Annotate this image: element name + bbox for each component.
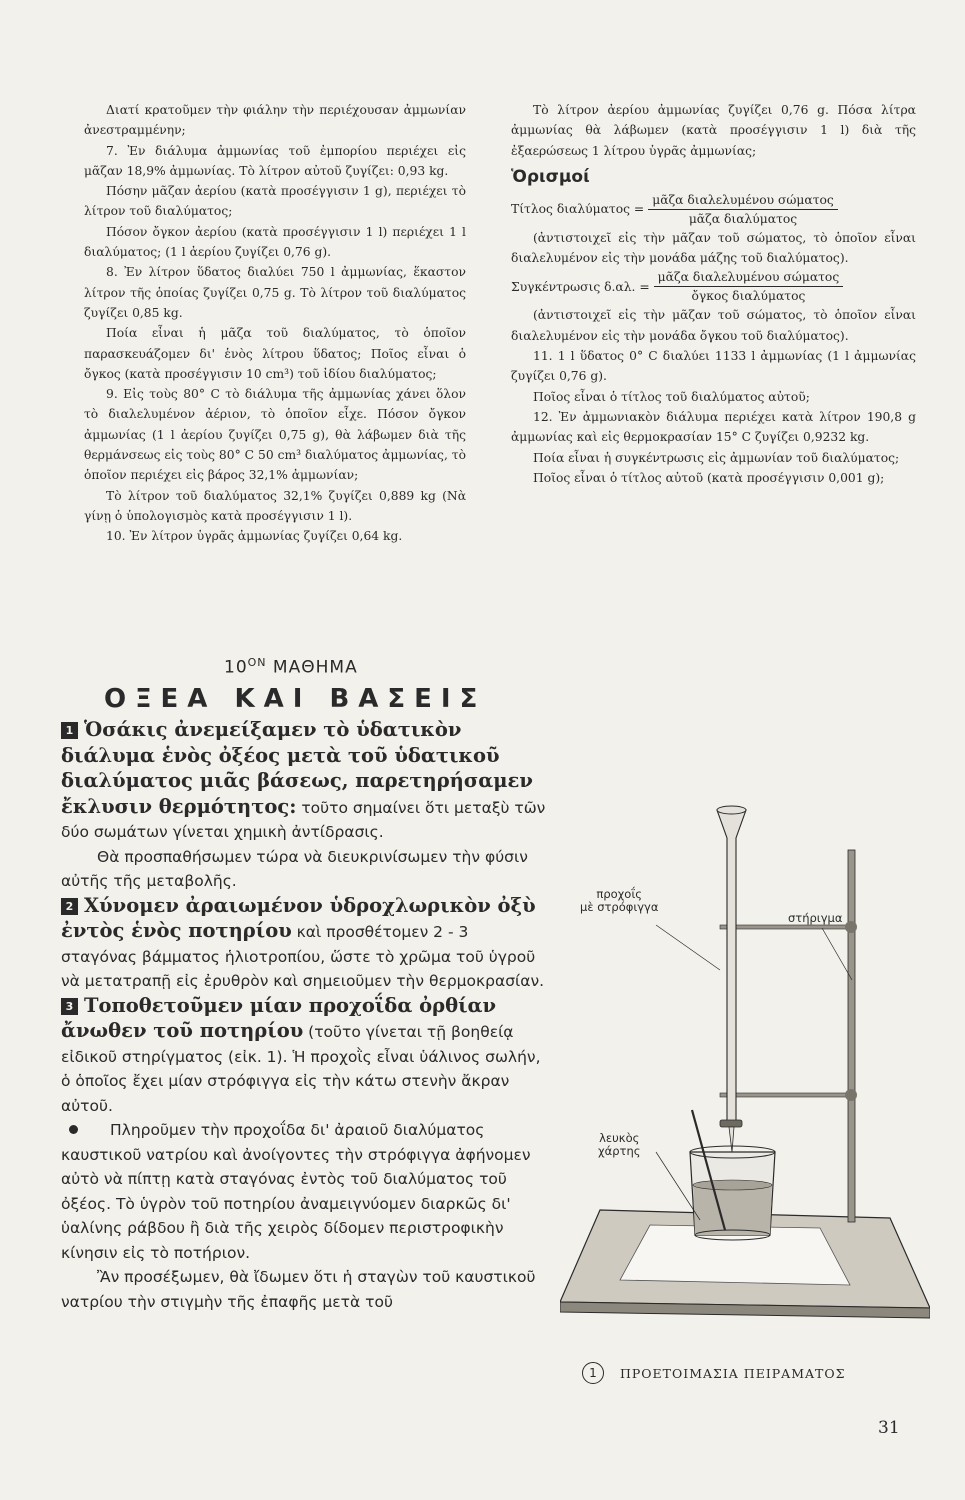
exercise-paragraph: Ποία εἶναι ἡ συγκέντρωσις εἰς ἀμμωνίαν τοῦ διαλύματος; <box>533 450 900 465</box>
beaker-liquid <box>693 1185 772 1235</box>
clamp-arm-upper <box>720 925 852 929</box>
left-column <box>84 100 466 547</box>
titlos-formula <box>511 191 916 228</box>
apparatus-illustration <box>560 780 930 1350</box>
section-body: τοῦτο σημαίνει ὅτι μεταξὺ τῶν δύο σωμάτων γίνεται χημικὴ ἀντίδρασις. <box>61 798 546 841</box>
lesson-number: 10 <box>224 657 248 678</box>
section-lead: Ὁσάκις ἀνεμείξαμεν τὸ ὑδατικὸν διάλυμα ἑνὸς ὀξέος μετὰ τοῦ ὑδατικοῦ διαλύματος μιᾶς βάσεως, παρετηρήσαμεν ἔκλυσιν θερμότητος: <box>61 718 533 818</box>
concentration-fraction <box>654 268 844 305</box>
exercise-paragraph: Διατί κρατοῦμεν τὴν φιάλην τὴν περιέχουσαν ἀμμωνίαν ἀνεστραμμένην; <box>84 103 466 138</box>
apparatus-figure <box>560 780 930 1350</box>
section-number-badge: 3 <box>61 998 78 1015</box>
stopcock <box>720 1120 742 1127</box>
concentration-numerator: μᾶζα διαλελυμένου σώματος <box>654 268 844 287</box>
titlos-note: (ἀντιστοιχεῖ εἰς τὴν μᾶζαν τοῦ σώματος, τὸ ὁποῖον εἶναι διαλελυμένον εἰς τὴν μονάδα μάζης τοῦ διαλύματος). <box>511 230 916 266</box>
stand-rod <box>848 850 855 1222</box>
exercise-paragraph: 9. Εἰς τοὺς 80° C τὸ διάλυμα τῆς ἀμμωνίας χάνει ὅλον τὸ διαλελυμένον ἀέριον, τὸ ὁποῖον εἶχε. Πόσον ὄγκον ἀμμωνίας (1 l ἀερίου ζυγίζει 0,75 g), θὰ λάβωμεν διὰ τῆς θερμάνσεως εἰς τοὺς 80° C 50 cm³ διαλύματος ἀμμωνίας, τὸ ὁποῖον περιέχει εἰς βάρος 32,1% ἀμμωνίαν; <box>84 387 466 483</box>
section-lead: Τοποθετοῦμεν μίαν προχοΐδα ὀρθίαν ἄνωθεν τοῦ ποτηρίου <box>61 993 497 1042</box>
last-paragraph: Ἂν προσέξωμεν, θὰ ἴδωμεν ὅτι ἡ σταγὼν τοῦ καυστικοῦ νατρίου τὴν στιγμὴν τῆς ἐπαφῆς μετὰ τοῦ <box>61 1268 536 1311</box>
titlos-fraction <box>648 191 838 228</box>
lesson-title: ΟΞΕΑ ΚΑΙ ΒΑΣΕΙΣ <box>104 684 487 714</box>
section-lead: Χύνομεν ἀραιωμένον ὑδροχλωρικὸν ὀξὺ ἐντὸς ἑνὸς ποτηρίου <box>61 893 536 942</box>
exercise-paragraph: 12. Ἐν ἀμμωνιακὸν διάλυμα περιέχει κατὰ λίτρον 190,8 g ἀμμωνίας καὶ εἰς θερμοκρασίαν 15° C ζυγίζει 0,9232 kg. <box>511 409 916 445</box>
concentration-formula <box>511 268 916 305</box>
bullet-text: Πληροῦμεν τὴν προχοΐδα δι' ἀραιοῦ διαλύματος καυστικοῦ νατρίου καὶ ἀνοίγοντες τὴν στρόφιγγα ἀφήνομεν αὐτὸ νὰ πίπτῃ κατὰ σταγόνας ἐντὸς τοῦ διαλύματος τοῦ ὀξέος. Τὸ ὑγρὸν τοῦ ποτηρίου ἀναμειγνύομεν διαρκῶς δι' ὑαλίνης ράβδου ἢ διὰ τῆς χειρὸς δίδομεν περιστροφικὴν κίνησιν εἰς τὸ ποτήριον. <box>61 1121 531 1262</box>
section-number-badge: 2 <box>61 898 78 915</box>
concentration-label: Συγκέντρωσις δ.αλ. = <box>511 279 650 294</box>
figure-caption <box>582 1362 845 1384</box>
caption-text: ΠΡΟΕΤΟΙΜΑΣΙΑ ΠΕΙΡΑΜΑΤΟΣ <box>620 1365 846 1381</box>
caption-number: 1 <box>582 1362 604 1384</box>
lesson-label <box>224 656 358 678</box>
paper-label-line2: χάρτης <box>598 1144 641 1158</box>
exercise-intro: Τὸ λίτρον ἀερίου ἀμμωνίας ζυγίζει 0,76 g. Πόσα λίτρα ἀμμωνίας θὰ λάβωμεν (κατὰ προσέγγισιν 1 l) διὰ τῆς ἐξαερώσεως 1 λίτρου ὑγρᾶς ἀμμωνίας; <box>511 103 916 158</box>
exercise-paragraph: 10. Ἐν λίτρον ὑγρᾶς ἀμμωνίας ζυγίζει 0,64 kg. <box>106 529 403 544</box>
paper-label <box>598 1132 641 1158</box>
burette-label <box>580 888 658 914</box>
right-column <box>511 100 916 488</box>
exercise-paragraph: 7. Ἐν διάλυμα ἀμμωνίας τοῦ ἐμπορίου περιέχει εἰς μᾶζαν 18,9% ἀμμωνίας. Τὸ λίτρον αὐτοῦ ζυγίζει: 0,93 kg. <box>84 143 466 178</box>
lesson-number-suffix: ΟΝ <box>247 656 267 669</box>
exercise-paragraph: Ποῖος εἶναι ὁ τίτλος αὐτοῦ (κατὰ προσέγγισιν 0,001 g); <box>533 470 885 485</box>
exercise-paragraph: Πόσον ὄγκον ἀερίου (κατὰ προσέγγισιν 1 l) περιέχει 1 l διαλύματος; (1 l ἀερίου ζυγίζει 0,76 g). <box>84 224 466 260</box>
definitions-heading: Ὁρισμοί <box>511 166 590 187</box>
main-text <box>61 718 546 1314</box>
exercise-paragraph: Ποῖος εἶναι ὁ τίτλος τοῦ διαλύματος αὐτοῦ; <box>533 389 810 404</box>
exercise-paragraph: Ποία εἶναι ἡ μᾶζα τοῦ διαλύματος, τὸ ὁποῖον παρασκευάζομεν δι' ἑνὸς λίτρου ὕδατος; Ποῖος εἶναι ὁ ὄγκος (κατὰ προσέγγισιν 10 cm³) τοῦ ἰδίου διαλύματος; <box>84 326 466 381</box>
clamp-boss-lower <box>845 1089 857 1101</box>
burette-label-line1: προχοΐς <box>596 887 642 901</box>
clamp-boss-upper <box>845 921 857 933</box>
titlos-label: Τίτλος διαλύματος = <box>511 202 645 217</box>
stand-label: στήριγμα <box>788 911 843 925</box>
bullet-paragraph <box>61 1118 546 1265</box>
exercise-paragraph: 11. 1 l ὕδατος 0° C διαλύει 1133 l ἀμμωνίας (1 l ἀμμωνίας ζυγίζει 0,76 g). <box>511 349 916 384</box>
concentration-denominator: ὄγκος διαλύματος <box>691 289 806 304</box>
exercise-paragraph: Τὸ λίτρον τοῦ διαλύματος 32,1% ζυγίζει 0,889 kg (Νὰ γίνῃ ὁ ὑπολογισμὸς κατὰ προσέγγισιν 1 l). <box>84 488 466 523</box>
exercise-paragraph: Πόσην μᾶζαν ἀερίου (κατὰ προσέγγισιν 1 g), περιέχει τὸ λίτρον τοῦ διαλύματος; <box>84 184 466 219</box>
burette <box>717 810 746 1125</box>
section-body: Θὰ προσπαθήσωμεν τώρα νὰ διευκρινίσωμεν τὴν φύσιν αὐτῆς τῆς μεταβολῆς. <box>61 847 528 890</box>
exercise-paragraph: 8. Ἐν λίτρον ὕδατος διαλύει 750 l ἀμμωνίας, ἕκαστον λίτρον τῆς ὁποίας ζυγίζει 0,75 g. Τὸ λίτρον τοῦ διαλύματος ζυγίζει 0,85 kg. <box>84 265 466 320</box>
concentration-note: (ἀντιστοιχεῖ εἰς τὴν μᾶζαν τοῦ σώματος, τὸ ὁποῖον εἶναι διαλελυμένον εἰς τὴν μονάδα ὄγκου τοῦ διαλύματος). <box>511 308 916 343</box>
clamp-arm-lower <box>720 1093 852 1097</box>
section-paragraph <box>61 845 546 894</box>
bullet-icon <box>69 1125 78 1134</box>
burette-mouth <box>717 806 746 814</box>
burette-tip <box>729 1127 734 1152</box>
titlos-numerator: μᾶζα διαλελυμένου σώματος <box>648 191 838 210</box>
section-body: καὶ προσθέτομεν 2 - 3 σταγόνας βάμματος ἡλιοτροπίου, ὥστε τὸ χρῶμα τοῦ ὑγροῦ νὰ μετατραπῇ εἰς ἐρυθρὸν καὶ σημειοῦμεν τὴν θερμοκρασίαν. <box>61 923 545 990</box>
section-body: (τοῦτο γίνεται τῇ βοηθείᾳ εἰδικοῦ στηρίγματος (εἰκ. 1). Ἡ προχοῒς εἶναι ὑάλινος σωλήν, ὁ ὁποῖος ἔχει μίαν στρόφιγγα εἰς τὴν κάτω στενὴν ἄκραν αὐτοῦ. <box>61 1023 541 1115</box>
section-paragraph <box>61 994 546 1119</box>
page-number: 31 <box>878 1418 900 1438</box>
section-paragraph <box>61 718 546 845</box>
lesson-word: ΜΑΘΗΜΑ <box>266 657 358 678</box>
section-paragraph <box>61 894 546 994</box>
titlos-denominator: μᾶζα διαλύματος <box>688 211 798 226</box>
section-number-badge: 1 <box>61 722 78 739</box>
paper-label-line1: λευκὸς <box>599 1131 640 1145</box>
burette-label-line2: μὲ στρόφιγγα <box>580 900 659 914</box>
